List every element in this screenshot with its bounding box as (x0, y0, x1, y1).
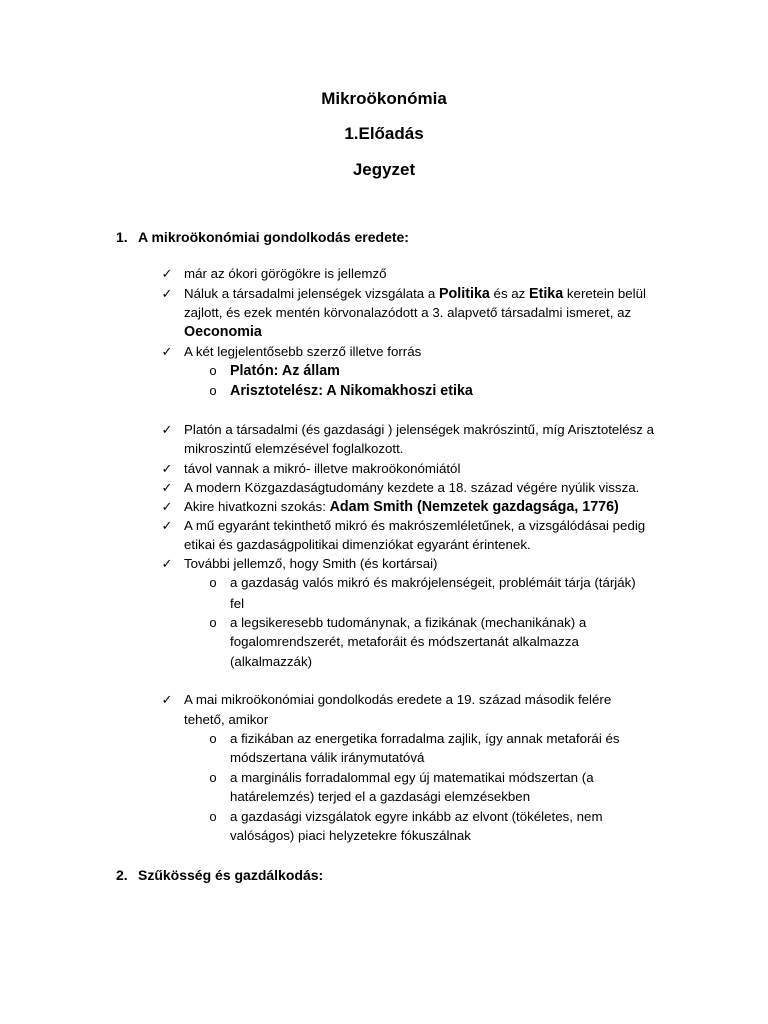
circle-icon: o (209, 575, 217, 590)
sub-list-item: a gazdasági vizsgálatok egyre inkább az elvont (tökéletes, nem (230, 809, 603, 824)
circle-icon: o (209, 383, 217, 398)
list-item-continuation: mikroszintű elemzésével foglalkozott. (184, 441, 404, 456)
check-icon: ✓ (161, 286, 173, 301)
list-item: már az ókori görögökre is jellemző (184, 266, 387, 281)
sub-list-item-continuation: fogalomrendszerét, metaforáit és módszertanát alkalmazza (230, 634, 579, 649)
check-icon: ✓ (161, 556, 173, 571)
sub-list-item-continuation: fel (230, 596, 245, 611)
list-item-continuation: Oeconomia (184, 324, 262, 340)
sub-list-item-continuation: határelemzés) terjed el a gazdasági elemzésekben (230, 789, 531, 804)
text: Akire hivatkozni szokás: (184, 499, 330, 514)
sub-list-item: a gazdaság valós mikró és makrójelenségeit, problémáit tárja (tárják) (230, 575, 636, 590)
section-heading-2 (116, 866, 323, 884)
list-item (184, 285, 646, 303)
document-subtitle: Jegyzet (352, 160, 416, 179)
section-number: 2. (116, 867, 128, 883)
check-icon: ✓ (161, 692, 173, 707)
check-icon: ✓ (161, 266, 173, 281)
emphasis: Etika (529, 286, 564, 302)
list-item-continuation: zajlott, és ezek mentén körvonalazódott a 3. alapvető társadalmi ismeret, az (184, 305, 632, 320)
circle-icon: o (209, 615, 217, 630)
list-item-continuation: etikai és gazdaságpolitikai dimenziókat egyaránt érintenek. (184, 537, 531, 552)
document-title: Mikroökonómia (321, 89, 447, 108)
sub-list-item-continuation: valóságos) piaci helyzetekre fókuszálnak (230, 828, 471, 843)
emphasis: Adam Smith (Nemzetek gazdagsága, 1776) (329, 499, 619, 515)
circle-icon: o (209, 731, 217, 746)
list-item: A mű egyaránt tekinthető mikró és makrószemléletűnek, a vizsgálódásai pedig (184, 518, 646, 533)
check-icon: ✓ (161, 499, 173, 514)
sub-list-item-continuation: módszertana válik iránymutatóvá (230, 750, 425, 765)
list-item: További jellemző, hogy Smith (és kortársai) (184, 556, 438, 571)
check-icon: ✓ (161, 518, 173, 533)
lecture-number: 1.Előadás (344, 124, 424, 143)
text: és az (489, 286, 530, 301)
section-heading-1 (116, 228, 409, 246)
check-icon: ✓ (161, 480, 173, 495)
list-item: távol vannak a mikró- illetve makroökonómiától (184, 461, 461, 476)
sub-list-item: a legsikeresebb tudománynak, a fizikának (mechanikának) a (230, 615, 587, 630)
section-number: 1. (116, 229, 128, 245)
sub-list-item: Arisztotelész: A Nikomakhoszi etika (230, 383, 473, 399)
text: Náluk a társadalmi jelenségek vizsgálata a (184, 286, 439, 301)
list-item: A modern Közgazdaságtudomány kezdete a 18. század végére nyúlik vissza. (184, 480, 640, 495)
check-icon: ✓ (161, 422, 173, 437)
circle-icon: o (209, 363, 217, 378)
check-icon: ✓ (161, 344, 173, 359)
text: keretein belül (563, 286, 646, 301)
list-item: A mai mikroökonómiai gondolkodás eredete a 19. század második felére (184, 692, 612, 707)
list-item (184, 498, 619, 516)
section-title: Szűkösség és gazdálkodás: (138, 867, 324, 883)
emphasis: Politika (439, 286, 490, 302)
circle-icon: o (209, 809, 217, 824)
list-item: A két legjelentősebb szerző illetve forrás (184, 344, 422, 359)
sub-list-item-continuation: (alkalmazzák) (230, 654, 313, 669)
list-item: Platón a társadalmi (és gazdasági ) jelenségek makrószintű, míg Arisztotelész a (184, 422, 655, 437)
sub-list-item: a marginális forradalommal egy új matematikai módszertan (a (230, 770, 594, 785)
section-title: A mikroökonómiai gondolkodás eredete: (138, 229, 409, 245)
sub-list-item: a fizikában az energetika forradalma zajlik, így annak metaforái és (230, 731, 620, 746)
check-icon: ✓ (161, 461, 173, 476)
circle-icon: o (209, 770, 217, 785)
sub-list-item: Platón: Az állam (230, 363, 340, 379)
list-item-continuation: tehető, amikor (184, 712, 269, 727)
